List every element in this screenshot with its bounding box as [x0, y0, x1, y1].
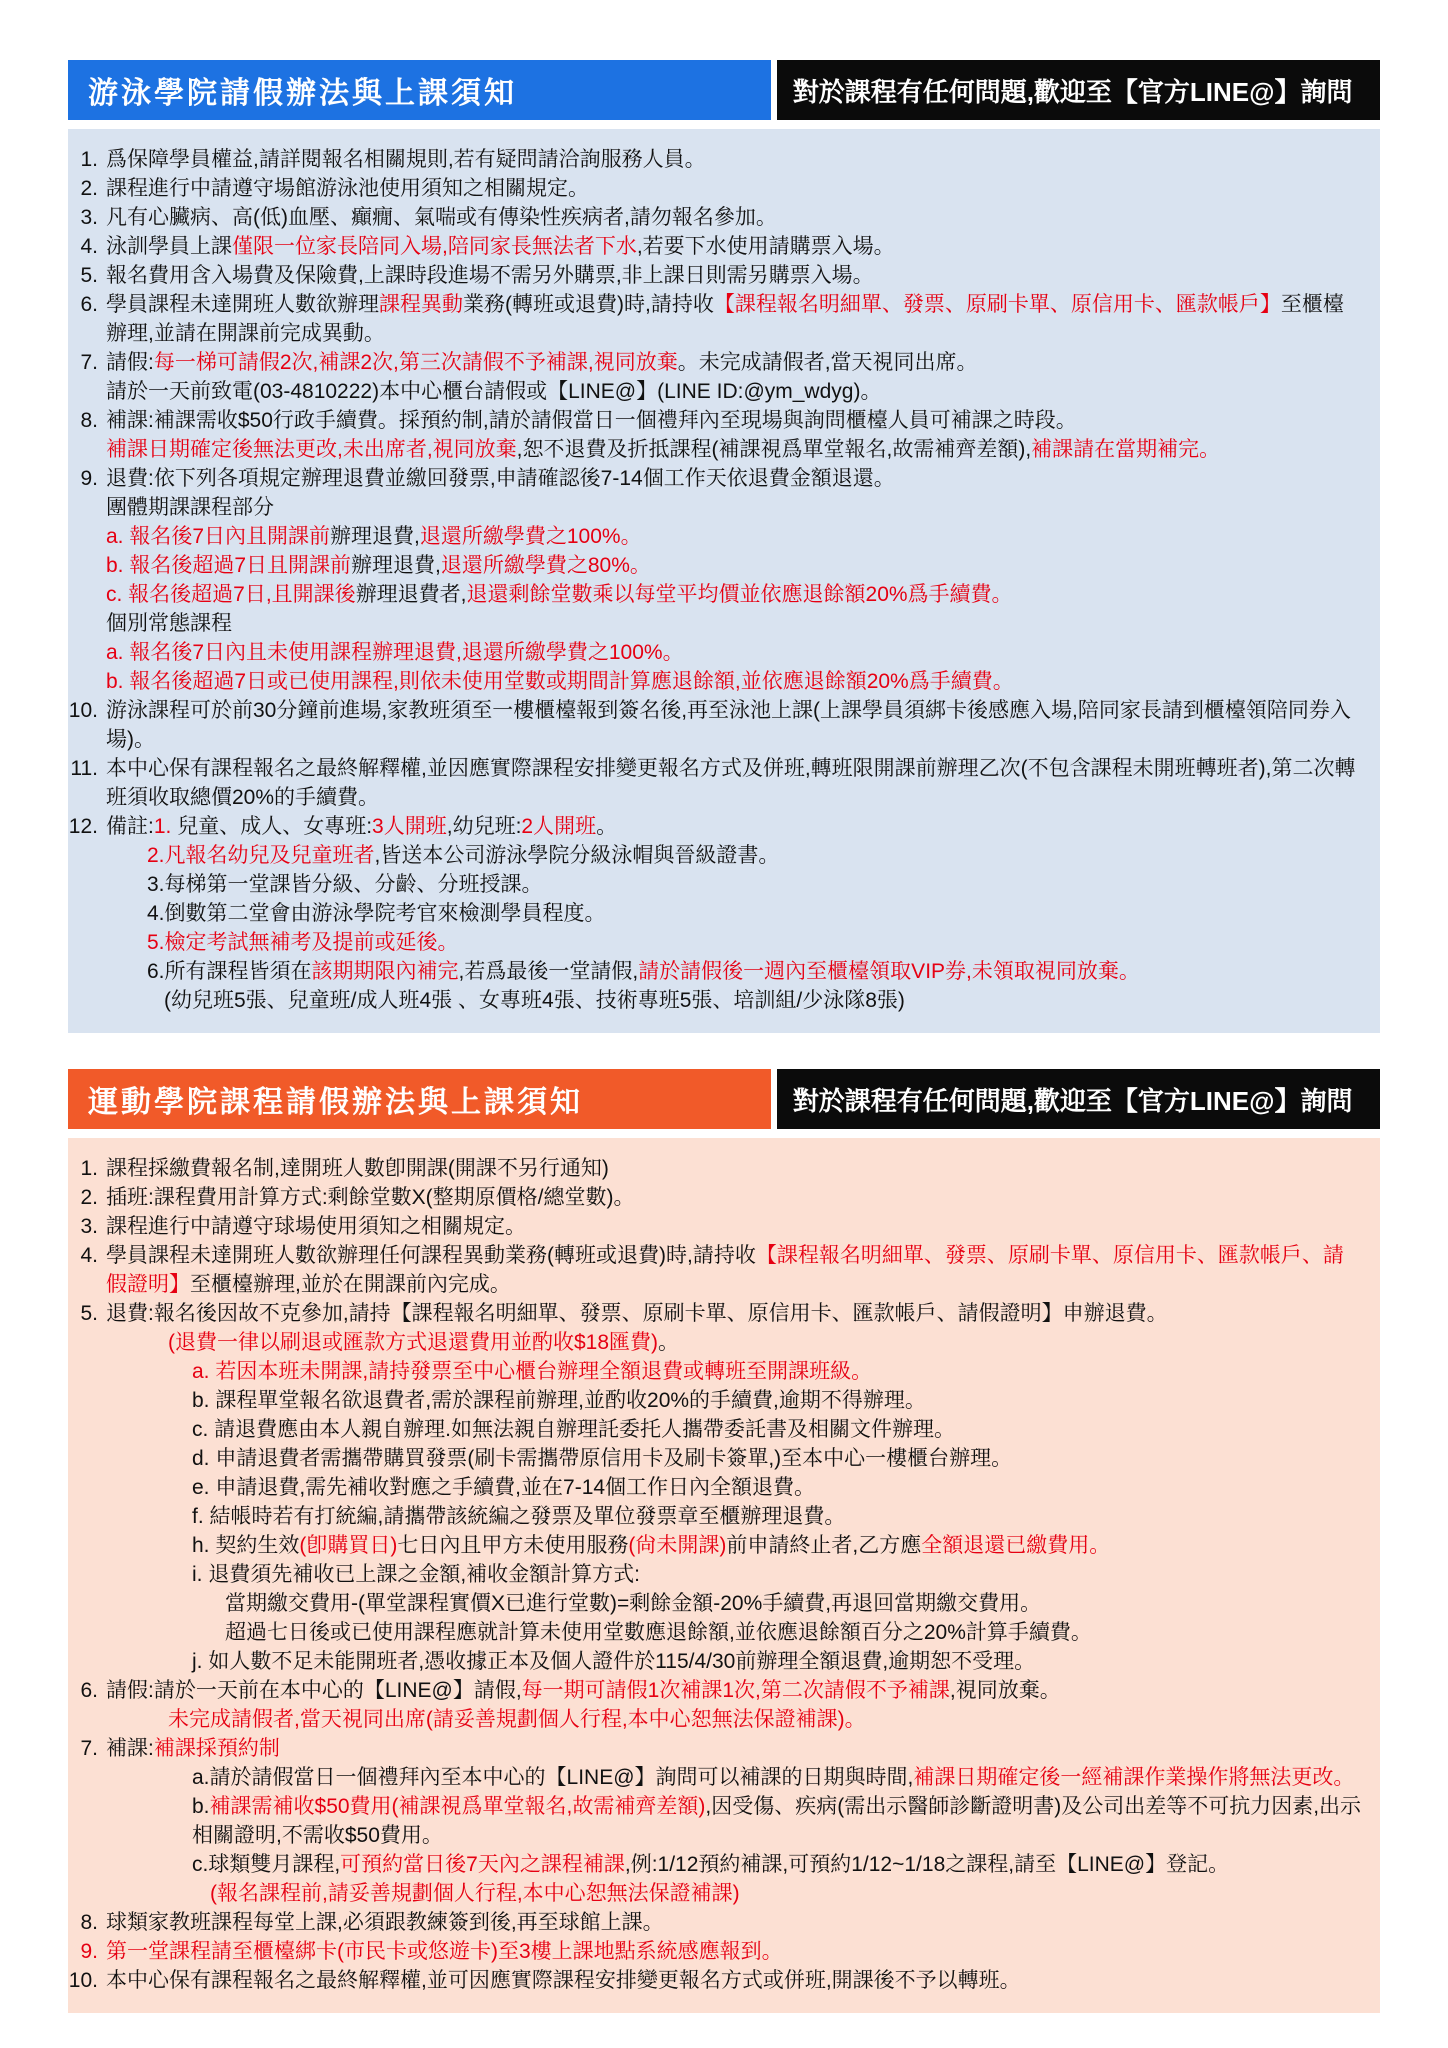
list-subline: [68, 1386, 1362, 1415]
highlight-text-segment: (退費一律以刷退或匯款方式退還費用並酌收$18匯費): [168, 1331, 659, 1354]
highlight-text-segment: 每一期可請假1次補課1次,第二次請假不予補課: [521, 1679, 950, 1702]
list-subline: [68, 1705, 1362, 1734]
text-segment: b. 課程單堂報名欲退費者,需於課程前辦理,並酌收20%的手續費,逾期不得辦理。: [192, 1389, 926, 1412]
list-subline: [68, 957, 1362, 986]
item-number: 1.: [80, 148, 98, 171]
highlight-text-segment: (尙未開課): [628, 1534, 727, 1557]
list-subline: [68, 638, 1362, 667]
list-subline: [68, 841, 1362, 870]
text-segment: c.球類雙月課程,: [192, 1853, 341, 1876]
item-number: 12.: [68, 815, 98, 838]
item-number: 11.: [70, 757, 98, 780]
highlight-text-segment: 補課請在當期補完。: [1031, 438, 1221, 461]
list-subline: [68, 1589, 1362, 1618]
text-segment: ,皆送本公司游泳學院分級泳帽與晉級證書。: [374, 844, 780, 867]
highlight-text-segment: 2人開班: [521, 815, 597, 838]
text-segment: j. 如人數不足未能開班者,憑收據正本及個人證件於115/4/30前辦理全額退費,逾期恕不受理。: [192, 1650, 1036, 1673]
item-number: 5.: [80, 1302, 98, 1325]
swim-contact-banner: 對於課程有任何問題,歡迎至【官方LINE@】詢問: [777, 60, 1380, 120]
text-segment: b.: [192, 1795, 210, 1818]
section-swim-academy: [68, 60, 1380, 1033]
list-subline: [68, 986, 1362, 1015]
list-subline: [68, 1850, 1362, 1879]
list-item: [68, 203, 1362, 232]
highlight-text-segment: 1.: [153, 815, 178, 838]
text-segment: e. 申請退費,需先補收對應之手續費,並在7-14個工作日內全額退費。: [192, 1476, 816, 1499]
swim-rules-list: [68, 129, 1380, 1033]
item-number: 7.: [80, 351, 98, 374]
text-segment: (幼兒班5張、兒童班/成人班4張 、女專班4張、技術專班5張、培訓組/少泳隊8張): [164, 989, 905, 1012]
highlight-text-segment: 全額退還已繳費用。: [921, 1534, 1111, 1557]
section-sport-academy: [68, 1069, 1380, 2013]
item-number: 1.: [80, 1157, 98, 1180]
text-segment: ,例:1/12預約補課,可預約1/12~1/18之課程,請至【LINE@】登記。: [624, 1853, 1230, 1876]
highlight-text-segment: 3人開班: [372, 815, 447, 838]
list-subline: [68, 493, 1362, 522]
highlight-text-segment: 未完成請假者,當天視同出席(請妥善規劃個人行程,本中心恕無法保證補課)。: [168, 1708, 866, 1731]
list-item: [68, 1966, 1362, 1995]
swim-header-bar: [68, 60, 1380, 120]
text-segment: 備註:: [106, 815, 154, 838]
text-segment: 本中心保有課程報名之最終解釋權,並可因應實際課程安排變更報名方式或併班,開課後不予以轉班。: [106, 1969, 1021, 1992]
list-subline: [68, 377, 1362, 406]
text-segment: 個別常態課程: [106, 612, 232, 635]
text-segment: 。未完成請假者,當天視同出席。: [677, 351, 978, 374]
highlight-text-segment: (報名課程前,請妥善規劃個人行程,本中心恕無法保證補課): [210, 1882, 740, 1905]
list-item: [68, 1937, 1362, 1966]
list-item: [68, 406, 1362, 435]
text-segment: 4.倒數第二堂會由游泳學院考官來檢測學員程度。: [147, 902, 606, 925]
list-subline: [68, 580, 1362, 609]
text-segment: 辦理退費,: [351, 554, 441, 577]
text-segment: 當期繳交費用-(單堂課程實價X已進行堂數)=剩餘金額-20%手續費,再退回當期繳交費用。: [225, 1592, 1042, 1615]
text-segment: 退費:報名後因故不克參加,請持【課程報名明細單、發票、原刷卡單、原信用卡、匯款帳戶、請假證明】申辦退費。: [106, 1302, 1168, 1325]
text-segment: 球類家教班課程每堂上課,必須跟教練簽到後,再至球館上課。: [106, 1911, 664, 1934]
text-segment: ,若爲最後一堂請假,: [458, 960, 639, 983]
highlight-text-segment: 可預約當日後7天內之課程補課: [340, 1853, 625, 1876]
item-number: 8.: [80, 409, 98, 432]
highlight-text-segment: 5.檢定考試無補考及提前或延後。: [147, 931, 459, 954]
list-item: [68, 1212, 1362, 1241]
list-subline: [68, 870, 1362, 899]
highlight-text-segment: 2.凡報名幼兒及兒童班者: [147, 844, 375, 867]
list-item: [68, 261, 1362, 290]
list-subline: [68, 1647, 1362, 1676]
text-segment: 辦理退費,: [330, 525, 420, 548]
text-segment: 泳訓學員上課: [106, 235, 232, 258]
list-item: [68, 696, 1362, 754]
list-subline: [68, 1763, 1362, 1792]
item-number: 4.: [80, 1244, 98, 1267]
text-segment: 課程進行中請遵守場館游泳池使用須知之相關規定。: [106, 177, 589, 200]
text-segment: 本中心保有課程報名之最終解釋權,並因應實際課程安排變更報名方式及併班,轉班限開課前辦理乙次(不包含課程未開班轉班者),第二次轉班須收取總價20%的手續費。: [106, 757, 1356, 809]
text-segment: f. 結帳時若有打統編,請攜帶該統編之發票及單位發票章至櫃辦理退費。: [192, 1505, 846, 1528]
text-segment: 凡有心臟病、高(低)血壓、癲癇、氣喘或有傳染性疾病者,請勿報名參加。: [106, 206, 777, 229]
text-segment: 至櫃檯辦理,並於在開課前內完成。: [190, 1273, 511, 1296]
text-segment: 兒童、成人、女專班:: [177, 815, 373, 838]
text-segment: a.請於請假當日一個禮拜內至本中心的【LINE@】詢問可以補課的日期與時間,: [192, 1766, 914, 1789]
text-segment: ,視同放棄。: [949, 1679, 1061, 1702]
text-segment: 游泳課程可於前30分鐘前進場,家教班須至一樓櫃檯報到簽名後,再至泳池上課(上課學員須綁卡後感應入場,陪同家長請到櫃檯領陪同券入場)。: [106, 699, 1351, 751]
highlight-text-segment: 補課需補收$50費用(補課視爲單堂報名,故需補齊差額): [209, 1795, 706, 1818]
highlight-text-segment: (卽購買日): [299, 1534, 398, 1557]
text-segment: 報名費用含入場費及保險費,上課時段進場不需另外購票,非上課日則需另購票入場。: [106, 264, 874, 287]
list-subline: [68, 1618, 1362, 1647]
list-subline: [68, 1531, 1362, 1560]
swim-section-title: 游泳學院請假辦法與上課須知: [68, 60, 771, 120]
text-segment: 課程採繳費報名制,達開班人數卽開課(開課不另行通知): [106, 1157, 609, 1180]
highlight-text-segment: b. 報名後超過7日且開課前: [106, 554, 352, 577]
sport-header-bar: [68, 1069, 1380, 1129]
highlight-text-segment: 退還所繳學費之80%。: [440, 554, 651, 577]
highlight-text-segment: 第一堂課程請至櫃檯綁卡(市民卡或悠遊卡)至3樓上課地點系統感應報到。: [106, 1940, 783, 1963]
list-subline: [68, 1879, 1362, 1908]
highlight-text-segment: 每一梯可請假2次,補課2次,第三次請假不予補課,視同放棄: [153, 351, 678, 374]
highlight-text-segment: 補課採預約制: [153, 1737, 280, 1760]
highlight-text-segment: 退還剩餘堂數乘以每堂平均價並依應退餘額20%爲手續費。: [466, 583, 1013, 606]
text-segment: 前申請終止者,乙方應: [726, 1534, 922, 1557]
item-number: 10.: [68, 699, 98, 722]
text-segment: h. 契約生效: [192, 1534, 300, 1557]
list-item: [68, 812, 1362, 841]
highlight-text-segment: 退還所繳學費之100%。: [419, 525, 642, 548]
text-segment: 退費:依下列各項規定辦理退費並繳回發票,申請確認後7-14個工作天依退費金額退還。: [106, 467, 895, 490]
list-item: [68, 348, 1362, 377]
text-segment: 。: [658, 1331, 680, 1354]
list-item: [68, 1734, 1362, 1763]
text-segment: i. 退費須先補收已上課之金額,補收金額計算方式:: [192, 1563, 641, 1586]
text-segment: 3.每梯第一堂課皆分級、分齡、分班授課。: [147, 873, 543, 896]
item-number: 6.: [80, 1679, 98, 1702]
list-subline: [68, 1792, 1362, 1850]
list-subline: [68, 1415, 1362, 1444]
list-item: [68, 1154, 1362, 1183]
list-item: [68, 145, 1362, 174]
list-item: [68, 174, 1362, 203]
list-subline: [68, 1560, 1362, 1589]
text-segment: 補課:: [106, 1737, 154, 1760]
text-segment: 爲保障學員權益,請詳閱報名相關規則,若有疑問請洽詢服務人員。: [106, 148, 706, 171]
text-segment: 七日內且甲方未使用服務: [397, 1534, 629, 1557]
list-subline: [68, 551, 1362, 580]
list-item: [68, 1183, 1362, 1212]
highlight-text-segment: 【課程報名明細單、發票、原刷卡單、原信用卡、匯款帳戶、請假證明】: [106, 1244, 1344, 1296]
sport-section-title: 運動學院課程請假辦法與上課須知: [68, 1069, 771, 1129]
text-segment: 辦理退費者,: [355, 583, 467, 606]
text-segment: 超過七日後或已使用課程應就計算未使用堂數應退餘額,並依應退餘額百分之20%計算手續費。: [225, 1621, 1092, 1644]
item-number: 6.: [80, 293, 98, 316]
list-subline: [68, 667, 1362, 696]
highlight-text-segment: 該期期限內補完: [311, 960, 459, 983]
text-segment: 團體期課課程部分: [106, 496, 274, 519]
text-segment: ,因受傷、疾病(需出示醫師診斷證明書)及公司出差等不可抗力因素,出示相關證明,不需收$50費用。: [192, 1795, 1362, 1847]
list-item: [68, 1908, 1362, 1937]
list-item: [68, 754, 1362, 812]
list-item: [68, 232, 1362, 261]
text-segment: 課程進行中請遵守球場使用須知之相關規定。: [106, 1215, 526, 1238]
highlight-text-segment: a. 若因本班未開課,請持發票至中心櫃台辦理全額退費或轉班至開課班級。: [192, 1360, 873, 1383]
item-number: 2.: [80, 1186, 98, 1209]
list-subline: [68, 1357, 1362, 1386]
list-item: [68, 1241, 1362, 1299]
text-segment: 。: [596, 815, 618, 838]
highlight-text-segment: 補課日期確定後無法更改,未出席者,視同放棄: [106, 438, 517, 461]
list-item: [68, 290, 1362, 348]
item-number: 3.: [80, 1215, 98, 1238]
text-segment: d. 申請退費者需攜帶購買發票(刷卡需攜帶原信用卡及刷卡簽單,)至本中心一樓櫃台辦理。: [192, 1447, 1013, 1470]
item-number: 9.: [80, 1940, 98, 1963]
list-subline: [68, 435, 1362, 464]
text-segment: 學員課程未達開班人數欲辦理任何課程異動業務(轉班或退費)時,請持收: [106, 1244, 756, 1267]
highlight-text-segment: 課程異動: [379, 293, 463, 316]
text-segment: 請假:請於一天前在本中心的【LINE@】請假,: [106, 1679, 522, 1702]
highlight-text-segment: a. 報名後7日內且開課前: [106, 525, 331, 548]
highlight-text-segment: 請於請假後一週內至櫃檯領取VIP券,未領取視同放棄。: [638, 960, 1140, 983]
list-item: [68, 464, 1362, 493]
highlight-text-segment: 僅限一位家長陪同入場,陪同家長無法者下水: [232, 235, 637, 258]
list-subline: [68, 1502, 1362, 1531]
text-segment: 插班:課程費用計算方式:剩餘堂數X(整期原價格/總堂數)。: [106, 1186, 635, 1209]
list-item: [68, 1676, 1362, 1705]
text-segment: ,幼兒班:: [446, 815, 522, 838]
list-subline: [68, 609, 1362, 638]
text-segment: ,恕不退費及折抵課程(補課視爲單堂報名,故需補齊差額),: [516, 438, 1032, 461]
highlight-text-segment: b. 報名後超過7日或已使用課程,則依未使用堂數或期間計算應退餘額,並依應退餘額20%爲手續費。: [106, 670, 1014, 693]
text-segment: 補課:補課需收$50行政手續費。採預約制,請於請假當日一個禮拜內至現場與詢問櫃檯人員可補課之時段。: [106, 409, 1077, 432]
highlight-text-segment: 補課日期確定後一經補課作業操作將無法更改。: [913, 1766, 1355, 1789]
text-segment: 6.所有課程皆須在: [147, 960, 312, 983]
item-number: 3.: [80, 206, 98, 229]
text-segment: ,若要下水使用請購票入場。: [636, 235, 895, 258]
item-number: 5.: [80, 264, 98, 287]
list-subline: [68, 1444, 1362, 1473]
highlight-text-segment: 【課程報名明細單、發票、原刷卡單、原信用卡、匯款帳戶】: [713, 293, 1281, 316]
text-segment: 學員課程未達開班人數欲辦理: [106, 293, 379, 316]
text-segment: 業務(轉班或退費)時,請持收: [463, 293, 714, 316]
text-segment: c. 請退費應由本人親自辦理.如無法親自辦理託委托人攜帶委託書及相關文件辦理。: [192, 1418, 956, 1441]
text-segment: 請假:: [106, 351, 154, 374]
sport-rules-list: [68, 1138, 1380, 2013]
item-number: 2.: [80, 177, 98, 200]
list-subline: [68, 522, 1362, 551]
text-segment: 請於一天前致電(03-4810222)本中心櫃台請假或【LINE@】(LINE ID:@ym_wdyg)。: [106, 380, 882, 403]
sport-contact-banner: 對於課程有任何問題,歡迎至【官方LINE@】詢問: [777, 1069, 1380, 1129]
item-number: 7.: [80, 1737, 98, 1760]
list-subline: [68, 899, 1362, 928]
section-divider: [68, 1033, 1380, 1069]
item-number: 9.: [80, 467, 98, 490]
highlight-text-segment: c. 報名後超過7日,且開課後: [106, 583, 356, 606]
item-number: 4.: [80, 235, 98, 258]
item-number: 10.: [68, 1969, 98, 1992]
item-number: 8.: [80, 1911, 98, 1934]
highlight-text-segment: a. 報名後7日內且未使用課程辦理退費,退還所繳學費之100%。: [106, 641, 684, 664]
list-subline: [68, 928, 1362, 957]
list-subline: [68, 1473, 1362, 1502]
list-item: [68, 1299, 1362, 1328]
text-segment: 至櫃檯辦理,並請在開課前完成異動。: [106, 293, 1344, 345]
list-subline: [68, 1328, 1362, 1357]
